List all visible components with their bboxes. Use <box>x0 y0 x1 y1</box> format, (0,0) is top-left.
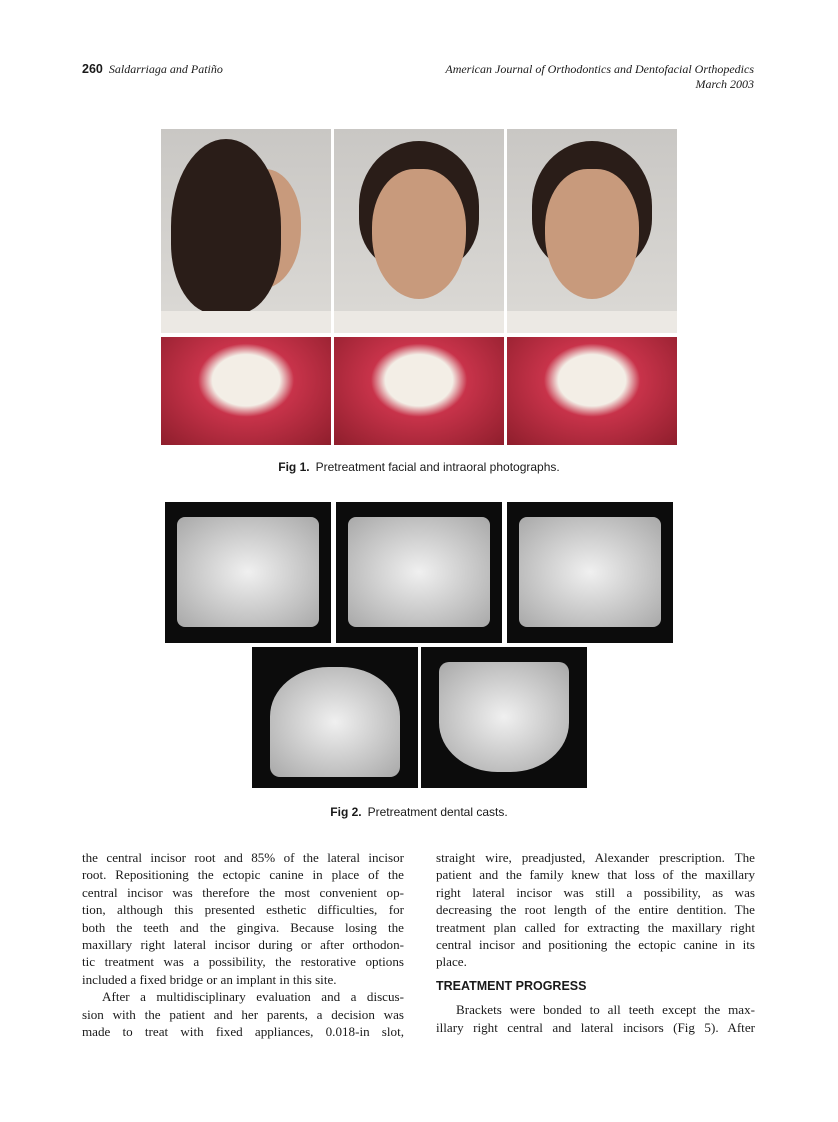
text-line: patient and the family knew that loss of the maxillary <box>436 867 755 883</box>
text-line: straight wire, preadjusted, Alexander prescription. The <box>436 850 755 865</box>
text-line: right lateral incisor was still a possibility, as was <box>436 884 755 900</box>
text-line: maxillary right lateral incisor during or after orthodon- <box>82 937 404 953</box>
figure-label: Fig 1. <box>278 460 310 474</box>
running-header-left <box>82 62 223 77</box>
text-line: both the teeth and the gingiva. Because losing the <box>82 919 404 935</box>
text-line: central incisor and positioning the ectopic canine in its <box>436 937 755 953</box>
right-column <box>436 849 755 1036</box>
figure-2 <box>165 502 673 788</box>
cast-right-view <box>165 502 331 643</box>
intraoral-left-photo <box>507 337 677 445</box>
page-number: 260 <box>82 62 103 76</box>
issue-date: March 2003 <box>695 77 754 91</box>
figure-label: Fig 2. <box>330 805 362 819</box>
section-heading: TREATMENT PROGRESS <box>436 978 587 993</box>
intraoral-right-photo <box>161 337 331 445</box>
text-line: tic treatment was a possibility, the restorative options <box>82 954 404 970</box>
text-line: Brackets were bonded to all teeth except the max- <box>456 1002 755 1018</box>
cast-mandibular-occlusal <box>421 647 587 788</box>
text-line: sion with the patient and her parents, a decision was <box>82 1006 404 1022</box>
cast-left-view <box>507 502 673 643</box>
text-line: included a fixed bridge or an implant in this site. <box>82 971 337 987</box>
figure-1-caption <box>0 460 838 474</box>
running-header-right <box>445 62 754 92</box>
text-line: the central incisor root and 85% of the lateral incisor <box>82 850 404 865</box>
text-line: treatment plan called for extracting the maxillary right <box>436 919 755 935</box>
text-line: root. Repositioning the ectopic canine in place of the <box>82 867 404 883</box>
text-line: decreasing the root length of the entire dentition. The <box>436 902 755 918</box>
text-line: After a multidisciplinary evaluation and a discus- <box>102 989 404 1005</box>
cast-frontal-view <box>336 502 502 643</box>
text-line: tion, although this presented esthetic difficulties, for <box>82 902 404 918</box>
authors: Saldarriaga and Patiño <box>108 62 223 76</box>
left-column <box>82 849 404 1040</box>
text-line: place. <box>436 954 467 970</box>
profile-photo <box>161 129 331 333</box>
journal-title: American Journal of Orthodontics and Dentofacial Orthopedics <box>445 62 754 76</box>
text-line: made to treat with fixed appliances, 0.018-in slot, <box>82 1024 404 1040</box>
text-line: central incisor was therefore the most convenient op- <box>82 884 404 900</box>
figure-1 <box>161 129 677 445</box>
intraoral-frontal-photo <box>334 337 504 445</box>
text-line: illary right central and lateral incisors (Fig 5). After <box>436 1019 755 1035</box>
cast-maxillary-occlusal <box>252 647 418 788</box>
figure-2-caption <box>0 805 838 819</box>
frontal-photo <box>334 129 504 333</box>
caption-text: Pretreatment dental casts. <box>367 805 508 819</box>
caption-text: Pretreatment facial and intraoral photographs. <box>315 460 560 474</box>
smiling-photo <box>507 129 677 333</box>
